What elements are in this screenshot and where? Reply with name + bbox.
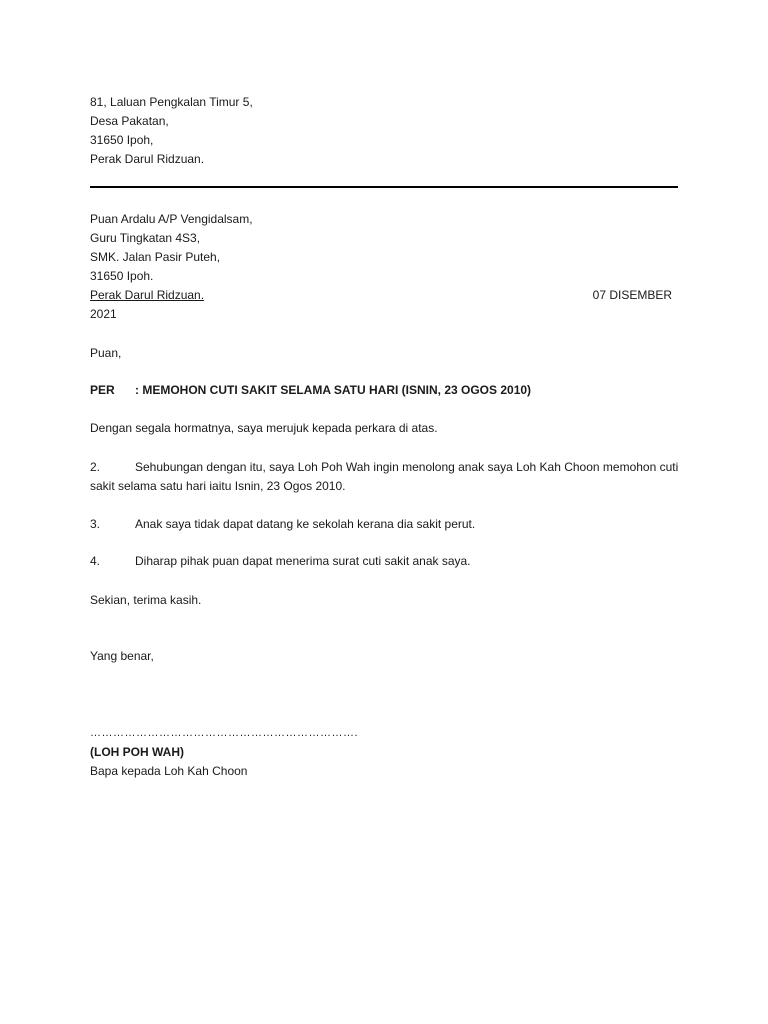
salutation: Puan, — [90, 346, 122, 360]
sender-address-line: 31650 Ipoh, — [90, 133, 154, 147]
closing: Sekian, terima kasih. — [90, 593, 202, 607]
paragraph-2-text: Sehubungan dengan itu, saya Loh Poh Wah ingin menolong anak saya Loh Kah Choon memohon cuti — [135, 460, 679, 474]
paragraph-3-number: 3. — [90, 517, 101, 531]
signer-title: Bapa kepada Loh Kah Choon — [90, 764, 248, 778]
paragraph-2-line-2: sakit selama satu hari iaitu Isnin, 23 Ogos 2010. — [90, 479, 346, 493]
sender-address-line: Perak Darul Ridzuan. — [90, 152, 205, 166]
letter-date: 07 DISEMBER — [592, 288, 672, 302]
paragraph-3-text: Anak saya tidak dapat datang ke sekolah kerana dia sakit perut. — [135, 517, 476, 531]
recipient-address-line: Puan Ardalu A/P Vengidalsam, — [90, 212, 253, 226]
paragraph-4 — [90, 553, 471, 569]
paragraph-1: Dengan segala hormatnya, saya merujuk kepada perkara di atas. — [90, 421, 438, 435]
recipient-address-line: 31650 Ipoh. — [90, 269, 154, 283]
paragraph-3 — [90, 516, 475, 532]
signature-line: ……………………………………………………………. — [90, 727, 359, 739]
letter-date-year: 2021 — [90, 307, 117, 321]
recipient-address-line: Guru Tingkatan 4S3, — [90, 231, 201, 245]
header-divider — [90, 186, 678, 188]
sender-address-line: 81, Laluan Pengkalan Timur 5, — [90, 95, 253, 109]
recipient-address-line: Perak Darul Ridzuan. — [90, 288, 205, 302]
sender-address-line: Desa Pakatan, — [90, 114, 169, 128]
subject-line — [90, 382, 531, 398]
paragraph-2-line-1 — [90, 459, 678, 475]
recipient-address-line: SMK. Jalan Pasir Puteh, — [90, 250, 221, 264]
subject-text: : MEMOHON CUTI SAKIT SELAMA SATU HARI (ISNIN, 23 OGOS 2010) — [135, 383, 532, 397]
paragraph-4-number: 4. — [90, 554, 101, 568]
subject-label: PER — [90, 383, 115, 397]
signer-name: (LOH POH WAH) — [90, 745, 184, 759]
paragraph-2-number: 2. — [90, 460, 101, 474]
paragraph-4-text: Diharap pihak puan dapat menerima surat cuti sakit anak saya. — [135, 554, 471, 568]
signoff: Yang benar, — [90, 649, 154, 663]
